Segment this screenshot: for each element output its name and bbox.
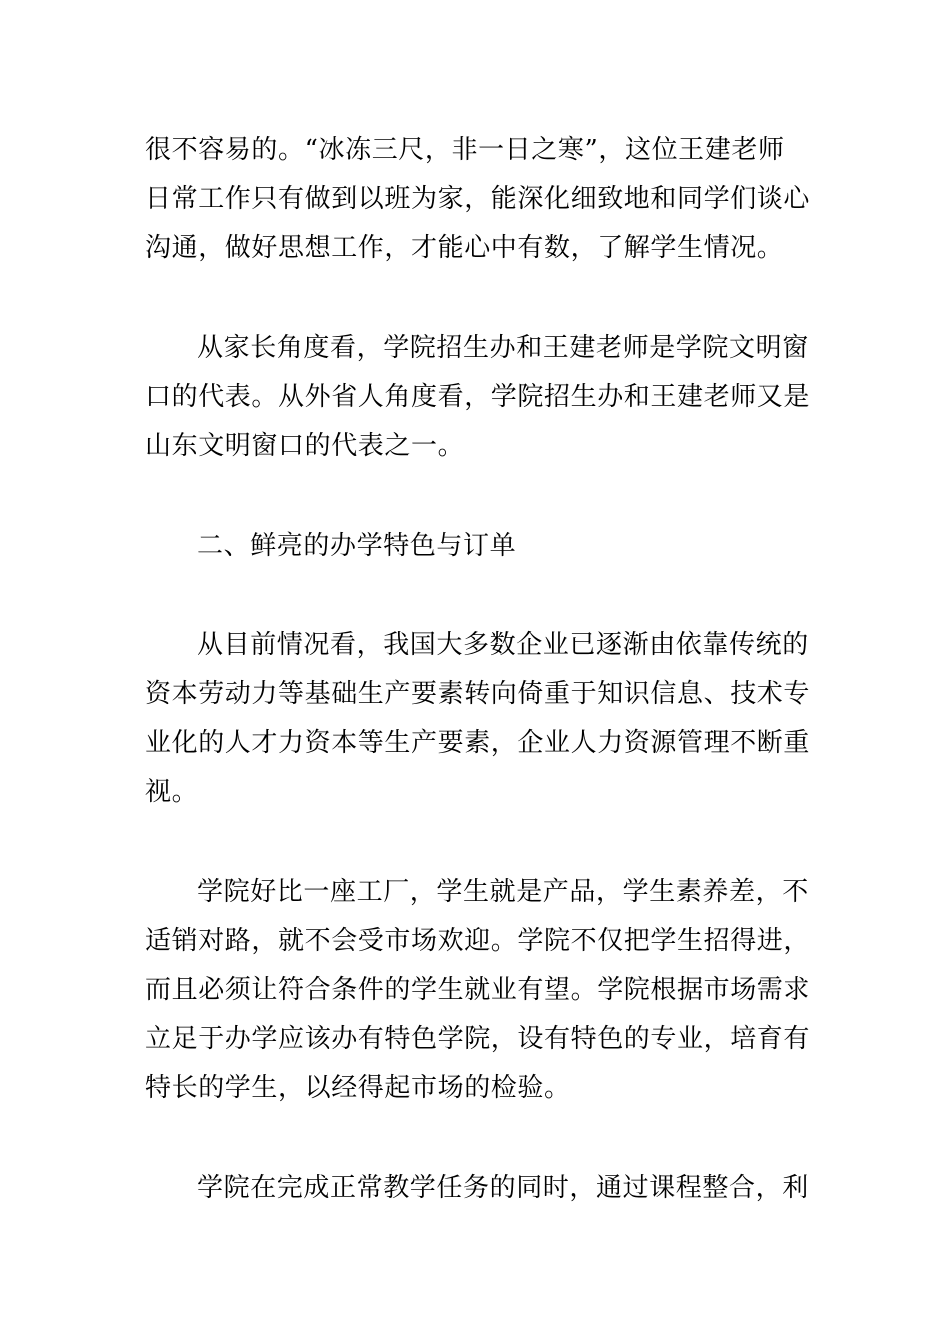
paragraph-4-line-5: 特长的学生，以经得起市场的检验。: [145, 1073, 571, 1103]
paragraph-2-line-3: 山东文明窗口的代表之一。: [145, 431, 465, 461]
paragraph-3-line-1: 从目前情况看，我国大多数企业已逐渐由依靠传统的: [197, 630, 809, 660]
paragraph-2-line-2: 口的代表。从外省人角度看，学院招生办和王建老师又是: [145, 382, 811, 412]
paragraph-4-line-4: 立足于办学应该办有特色学院，设有特色的专业，培育有: [145, 1024, 811, 1054]
paragraph-4-line-1: 学院好比一座工厂，学生就是产品，学生素养差，不: [197, 877, 809, 907]
paragraph-1-line-3: 沟通，做好思想工作，才能心中有数，了解学生情况。: [145, 233, 784, 263]
paragraph-4-line-3: 而且必须让符合条件的学生就业有望。学院根据市场需求: [145, 975, 811, 1005]
paragraph-4-line-2: 适销对路，就不会受市场欢迎。学院不仅把学生招得进，: [145, 926, 811, 956]
paragraph-3-line-3: 业化的人才力资本等生产要素，企业人力资源管理不断重: [145, 728, 811, 758]
section-heading: 二、鲜亮的办学特色与订单: [197, 531, 517, 561]
paragraph-5-line-1: 学院在完成正常教学任务的同时，通过课程整合，利: [197, 1173, 809, 1203]
paragraph-1-line-2: 日常工作只有做到以班为家，能深化细致地和同学们谈心: [145, 184, 811, 214]
paragraph-2-line-1: 从家长角度看，学院招生办和王建老师是学院文明窗: [197, 333, 809, 363]
paragraph-3-line-2: 资本劳动力等基础生产要素转向倚重于知识信息、技术专: [145, 679, 811, 709]
paragraph-1-line-1: 很不容易的。“冰冻三尺，非一日之寒”，这位王建老师: [145, 135, 785, 165]
paragraph-3-line-4: 视。: [145, 777, 199, 807]
